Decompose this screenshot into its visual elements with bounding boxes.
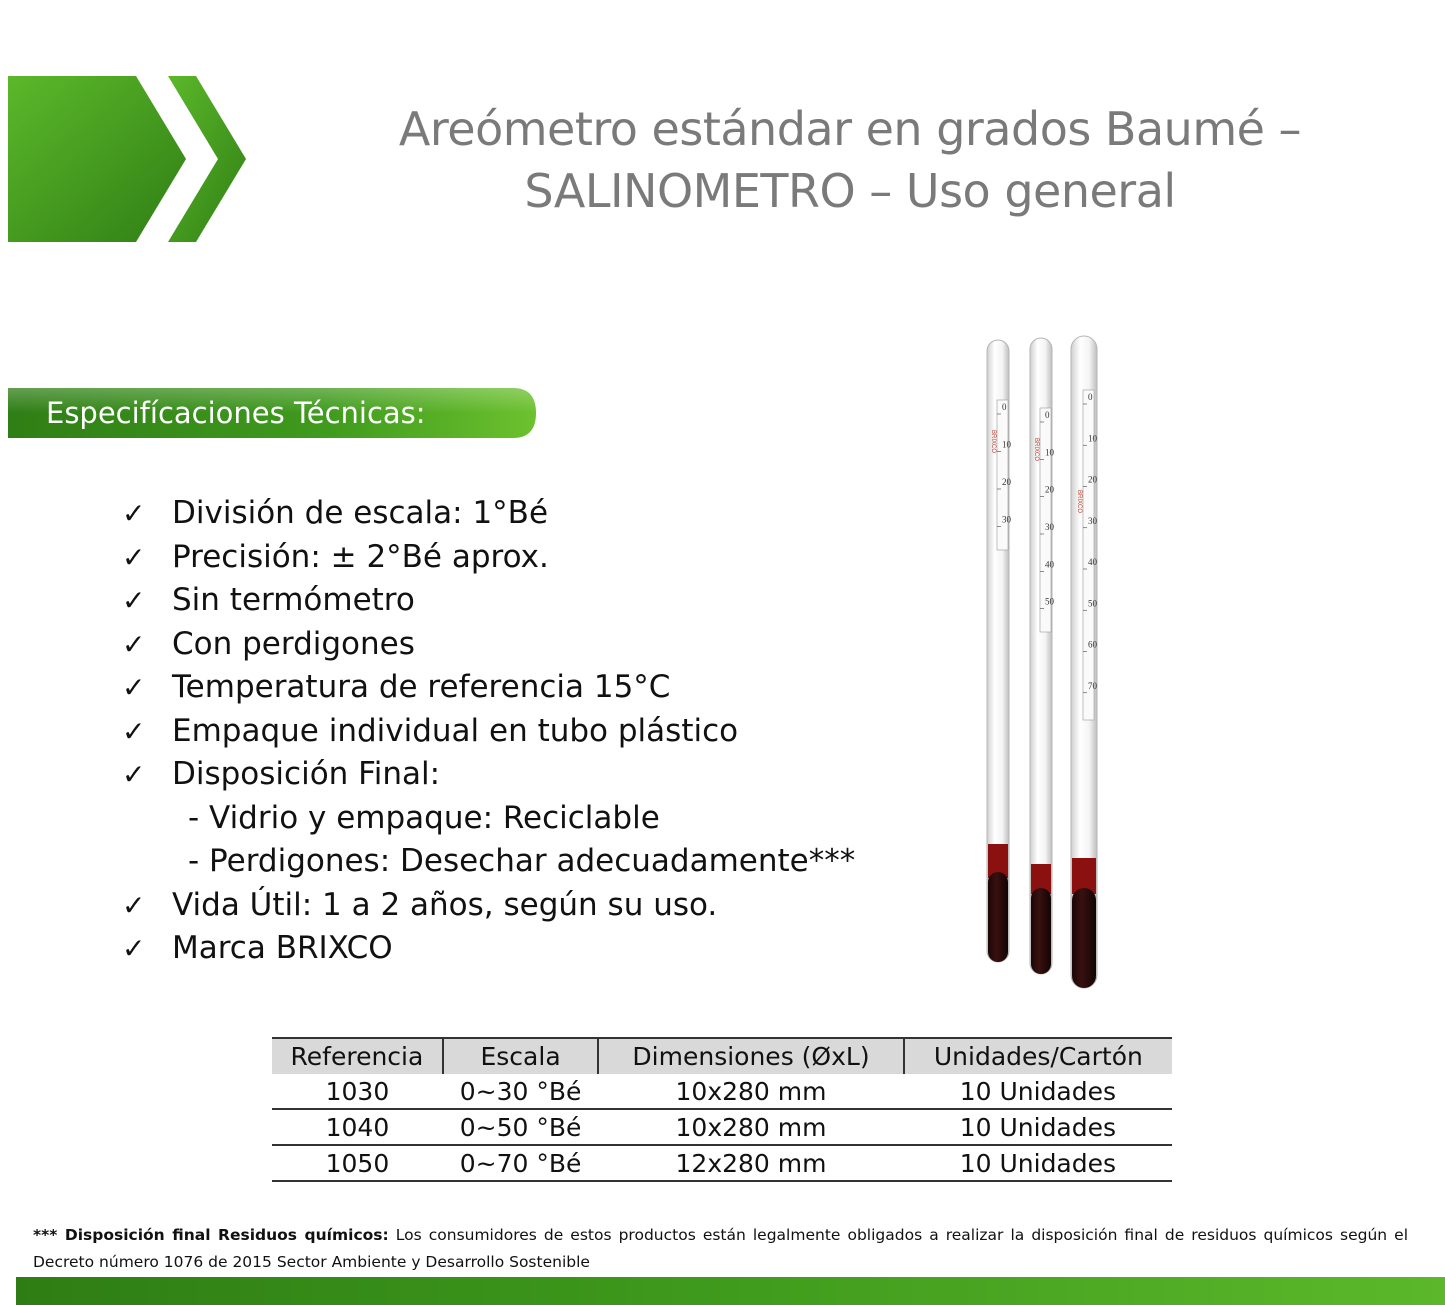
specs-heading: Especifícaciones Técnicas: xyxy=(46,396,426,430)
scale-label: 20 xyxy=(1002,477,1011,487)
check-icon: ✓ xyxy=(122,627,146,661)
scale-label: 10 xyxy=(1045,447,1054,458)
scale-label: 50 xyxy=(1088,598,1097,609)
table-row xyxy=(272,1109,1172,1145)
cell: 0~30 °Bé xyxy=(443,1074,598,1109)
hydrometer-shot-bulb xyxy=(1072,888,1096,988)
footnote xyxy=(33,1222,1408,1276)
page-title xyxy=(380,98,1320,222)
col-header-dimensiones: Dimensiones (ØxL) xyxy=(598,1038,903,1074)
spec-item: ✓ Sin termómetro xyxy=(122,579,855,623)
cell: 10x280 mm xyxy=(598,1109,903,1145)
footnote-label: *** Disposición final Residuos químicos: xyxy=(33,1226,389,1244)
cell: 0~50 °Bé xyxy=(443,1109,598,1145)
hydrometer-shot-bulb xyxy=(988,872,1008,962)
footer-green-bar xyxy=(16,1277,1445,1305)
specs-heading-banner xyxy=(8,386,538,442)
cell: 1050 xyxy=(272,1145,443,1181)
title-line-1: Areómetro estándar en grados Baumé – xyxy=(398,102,1302,156)
spec-item: ✓ Disposición Final: xyxy=(122,753,855,797)
col-header-referencia: Referencia xyxy=(272,1038,443,1074)
brand-logo xyxy=(8,76,258,242)
spec-item: ✓ Con perdigones xyxy=(122,623,855,667)
cell: 1030 xyxy=(272,1074,443,1109)
spec-sub-item: - Vidrio y empaque: Reciclable xyxy=(188,799,660,836)
scale-label: 20 xyxy=(1045,484,1054,495)
scale-label: 20 xyxy=(1088,474,1097,485)
cell: 0~70 °Bé xyxy=(443,1145,598,1181)
check-icon: ✓ xyxy=(122,758,146,791)
check-icon: ✓ xyxy=(122,932,146,965)
spec-item: ✓ Empaque individual en tubo plástico xyxy=(122,710,855,754)
spec-item: ✓ Precisión: ± 2°Bé aprox. xyxy=(122,536,855,580)
check-icon: ✓ xyxy=(122,671,146,704)
brand-label: BRIXCO xyxy=(1076,490,1082,514)
hydrometer-scale-paper xyxy=(997,400,1008,550)
scale-label: 40 xyxy=(1045,559,1054,570)
cell: 10 Unidades xyxy=(904,1145,1172,1181)
scale-label: 0 xyxy=(1002,402,1007,412)
check-icon: ✓ xyxy=(122,540,146,574)
cell: 10 Unidades xyxy=(904,1074,1172,1109)
spec-sub-item: - Perdigones: Desechar adecuadamente*** xyxy=(188,843,856,879)
scale-label: 0 xyxy=(1045,410,1050,420)
col-header-escala: Escala xyxy=(443,1038,598,1074)
title-line-2: SALINOMETRO – Uso general xyxy=(524,164,1176,218)
check-icon: ✓ xyxy=(122,714,146,748)
reference-table xyxy=(272,1037,1172,1182)
spec-item: ✓ Vida Útil: 1 a 2 años, según su uso. xyxy=(122,884,855,928)
footnote-text: Los consumidores de estos productos están legalmente obligados a realizar la disposición final de residuos químicos según el Decreto número 1076 de 2015 Sector Ambiente y Desarrollo Sostenible xyxy=(33,1226,1409,1271)
hydrometer-illustration xyxy=(960,332,1120,997)
spec-item: ✓ División de escala: 1°Bé xyxy=(122,492,855,536)
cell: 10x280 mm xyxy=(598,1074,903,1109)
cell: 10 Unidades xyxy=(904,1109,1172,1145)
scale-label: 10 xyxy=(1088,433,1097,444)
check-icon: ✓ xyxy=(122,888,146,922)
brand-label: BRIXCO xyxy=(1033,438,1039,462)
check-icon: ✓ xyxy=(122,497,146,530)
scale-label: 40 xyxy=(1088,557,1097,567)
check-icon: ✓ xyxy=(122,584,146,617)
hydrometers-product-image xyxy=(960,332,1120,997)
spec-item: ✓ Temperatura de referencia 15°C xyxy=(122,666,855,710)
scale-label: 50 xyxy=(1045,596,1054,607)
scale-label: 30 xyxy=(1002,514,1011,525)
scale-label: 70 xyxy=(1088,680,1097,691)
cell: 12x280 mm xyxy=(598,1145,903,1181)
table-row xyxy=(272,1074,1172,1109)
cell: 1040 xyxy=(272,1109,443,1145)
spec-list xyxy=(122,492,855,971)
scale-label: 10 xyxy=(1002,439,1011,450)
scale-label: 60 xyxy=(1088,639,1097,650)
scale-label: 30 xyxy=(1088,515,1097,526)
scale-label: 0 xyxy=(1088,392,1093,402)
spec-item: ✓ Marca BRIXCO xyxy=(122,927,855,971)
hydrometer-shot-bulb xyxy=(1031,888,1051,974)
scale-label: 30 xyxy=(1045,522,1054,532)
brand-label: BRIXCO xyxy=(990,430,996,454)
table-row xyxy=(272,1145,1172,1181)
table-header-row xyxy=(272,1038,1172,1074)
col-header-unidades: Unidades/Cartón xyxy=(904,1038,1172,1074)
